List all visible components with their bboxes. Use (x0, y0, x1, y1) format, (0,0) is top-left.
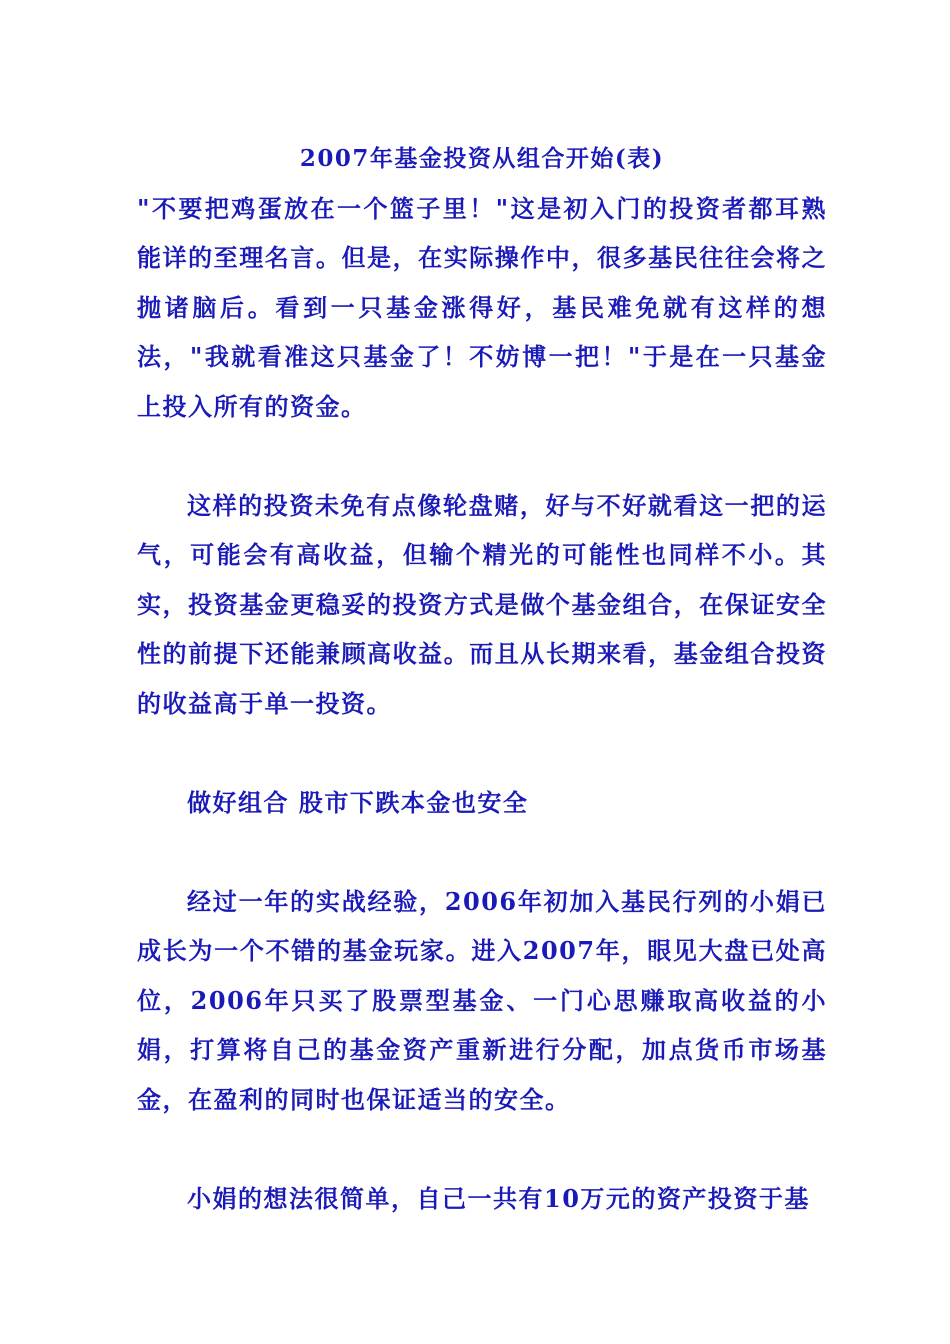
section-heading: 做好组合 股市下跌本金也安全 (187, 787, 529, 817)
paragraph-roulette: 这样的投资未免有点像轮盘赌，好与不好就看这一把的运气，可能会有高收益，但输个精光的可能性也同样不小。其实，投资基金更稳妥的投资方式是做个基金组合，在保证安全性的前提下还能兼顾高收益。而且从长期来看，基金组合投资的收益高于单一投资。 (137, 490, 827, 718)
paragraph-spacer (137, 728, 827, 778)
paragraph-intro: "不要把鸡蛋放在一个篮子里！"这是初入门的投资者都耳熟能详的至理名言。但是，在实际操作中，很多基民往往会将之抛诸脑后。看到一只基金涨得好，基民难免就有这样的想法，"我就看准这只基金了！不妨博一把！"于是在一只基金上投入所有的资金。 (137, 193, 827, 421)
document-body (137, 134, 827, 1223)
paragraph-xiaojuan-plan: 小娟的想法很简单，自己一共有10万元的资产投资于基 (187, 1183, 810, 1213)
paragraph-spacer (137, 1124, 827, 1174)
paragraph-spacer (137, 431, 827, 481)
paragraph-xiaojuan-experience: 经过一年的实战经验，2006年初加入基民行列的小娟已成长为一个不错的基金玩家。进入2007年，眼见大盘已处高位，2006年只买了股票型基金、一门心思赚取高收益的小娟，打算将自己的基金资产重新进行分配，加点货币市场基金，在盈利的同时也保证适当的安全。 (137, 886, 827, 1114)
paragraph-spacer (137, 827, 827, 877)
document-title: 2007年基金投资从组合开始(表) (299, 145, 665, 172)
